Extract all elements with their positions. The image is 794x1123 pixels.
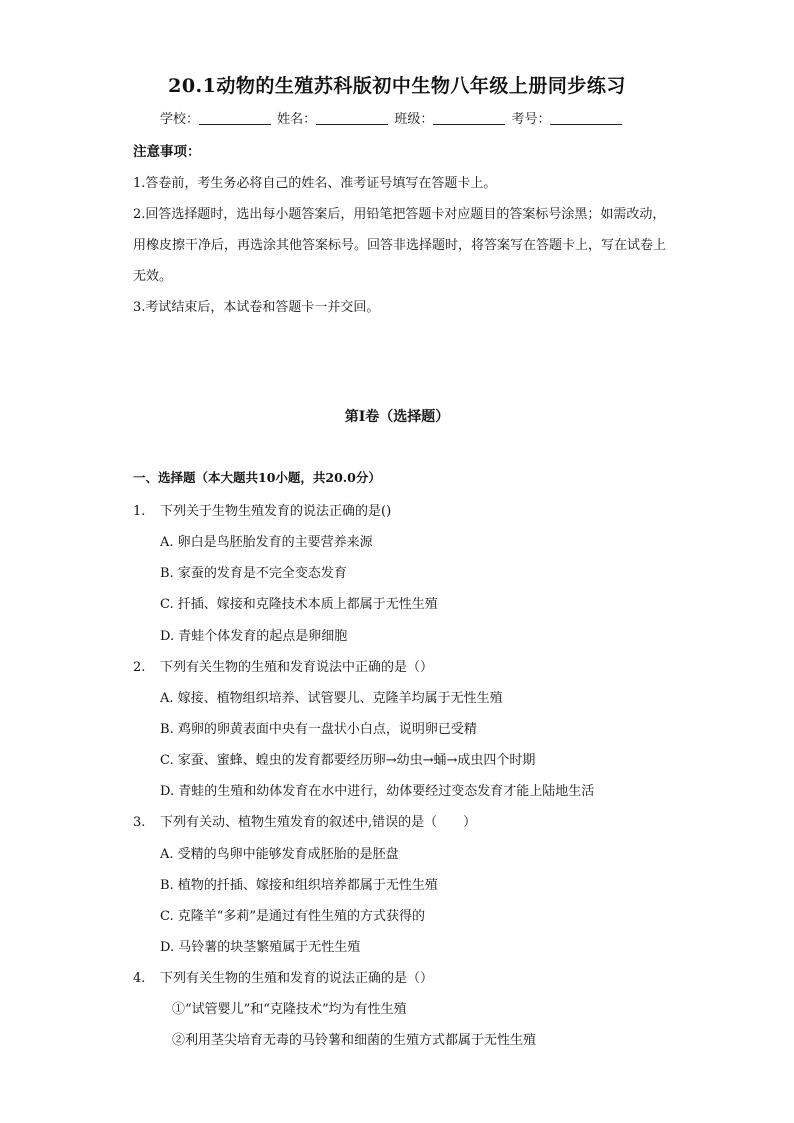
option-b[interactable]: B. 鸡卵的卵黄表面中央有一盘状小白点，说明卵已受精 [160, 722, 477, 737]
option-b[interactable]: B. 家蚕的发育是不完全变态发育 [160, 566, 347, 581]
question-stem [133, 967, 433, 986]
notice-item-3: 3.考试结束后，本试卷和答题卡一并交回。 [133, 300, 380, 315]
option-d[interactable]: D. 马铃薯的块茎繁殖属于无性生殖 [160, 940, 361, 955]
section-title: 第Ⅰ卷（选择题） [344, 409, 450, 425]
question-number: 1. [133, 504, 146, 519]
school-blank[interactable] [199, 112, 271, 125]
question-text: 下列关于生物生殖发育的说法正确的是() [160, 504, 392, 519]
question-text: 下列有关动、植物生殖发育的叙述中,错误的是（ ） [160, 815, 477, 830]
notice-title: 注意事项： [133, 144, 201, 160]
name-blank[interactable] [316, 112, 388, 125]
question-number: 4. [133, 971, 146, 986]
part-header: 一、选择题（本大题共10小题，共20.0分） [133, 470, 381, 485]
option-a[interactable]: A. 受精的鸟卵中能够发育成胚胎的是胚盘 [160, 847, 399, 862]
exam-number-label: 考号： [511, 112, 551, 127]
option-a[interactable]: A. 卵白是鸟胚胎发育的主要营养来源 [160, 535, 373, 550]
question-text: 下列有关生物的生殖和发育说法中正确的是（） [160, 660, 434, 675]
question-number: 3. [133, 815, 146, 830]
option-c[interactable]: C. 家蚕、蜜蜂、蝗虫的发育都要经历卵→幼虫→蛹→成虫四个时期 [160, 753, 536, 768]
option-a[interactable]: A. 嫁接、植物组织培养、试管婴儿、克隆羊均属于无性生殖 [160, 691, 503, 706]
name-label: 姓名： [277, 112, 317, 127]
option-d[interactable]: D. 青蛙的生殖和幼体发育在水中进行，幼体要经过变态发育才能上陆地生活 [160, 784, 595, 799]
question-stem [133, 656, 433, 675]
option-b[interactable]: B. 植物的扦插、嫁接和组织培养都属于无性生殖 [160, 878, 438, 893]
notice-item-1: 1.答卷前，考生务必将自己的姓名、准考证号填写在答题卡上。 [133, 176, 497, 191]
question-text: 下列有关生物的生殖和发育的说法正确的是（） [160, 971, 434, 986]
question-number: 2. [133, 660, 146, 675]
exam-number-blank[interactable] [550, 112, 622, 125]
school-label: 学校： [160, 112, 200, 127]
question-stem [133, 811, 476, 830]
student-info-line [160, 108, 624, 127]
statement-1: ①“试管婴儿”和“克隆技术”均为有性生殖 [172, 1002, 407, 1017]
option-c[interactable]: C. 克隆羊“多莉”是通过有性生殖的方式获得的 [160, 909, 426, 924]
class-label: 班级： [394, 112, 434, 127]
class-blank[interactable] [433, 112, 505, 125]
notice-item-2: 2.回答选择题时，选出每小题答案后，用铅笔把答题卡对应题目的答案标号涂黑；如需改动，用橡皮擦干净后，再选涂其他答案标号。回答非选择题时，将答案写在答题卡上，写在试卷上无效。 [133, 207, 667, 284]
statement-2: ②利用茎尖培育无毒的马铃薯和细菌的生殖方式都属于无性生殖 [172, 1033, 537, 1048]
option-c[interactable]: C. 扦插、嫁接和克隆技术本质上都属于无性生殖 [160, 597, 438, 612]
question-stem [133, 500, 391, 519]
page-title: 20.1动物的生殖苏科版初中生物八年级上册同步练习 [168, 75, 626, 97]
option-d[interactable]: D. 青蛙个体发育的起点是卵细胞 [160, 629, 348, 644]
